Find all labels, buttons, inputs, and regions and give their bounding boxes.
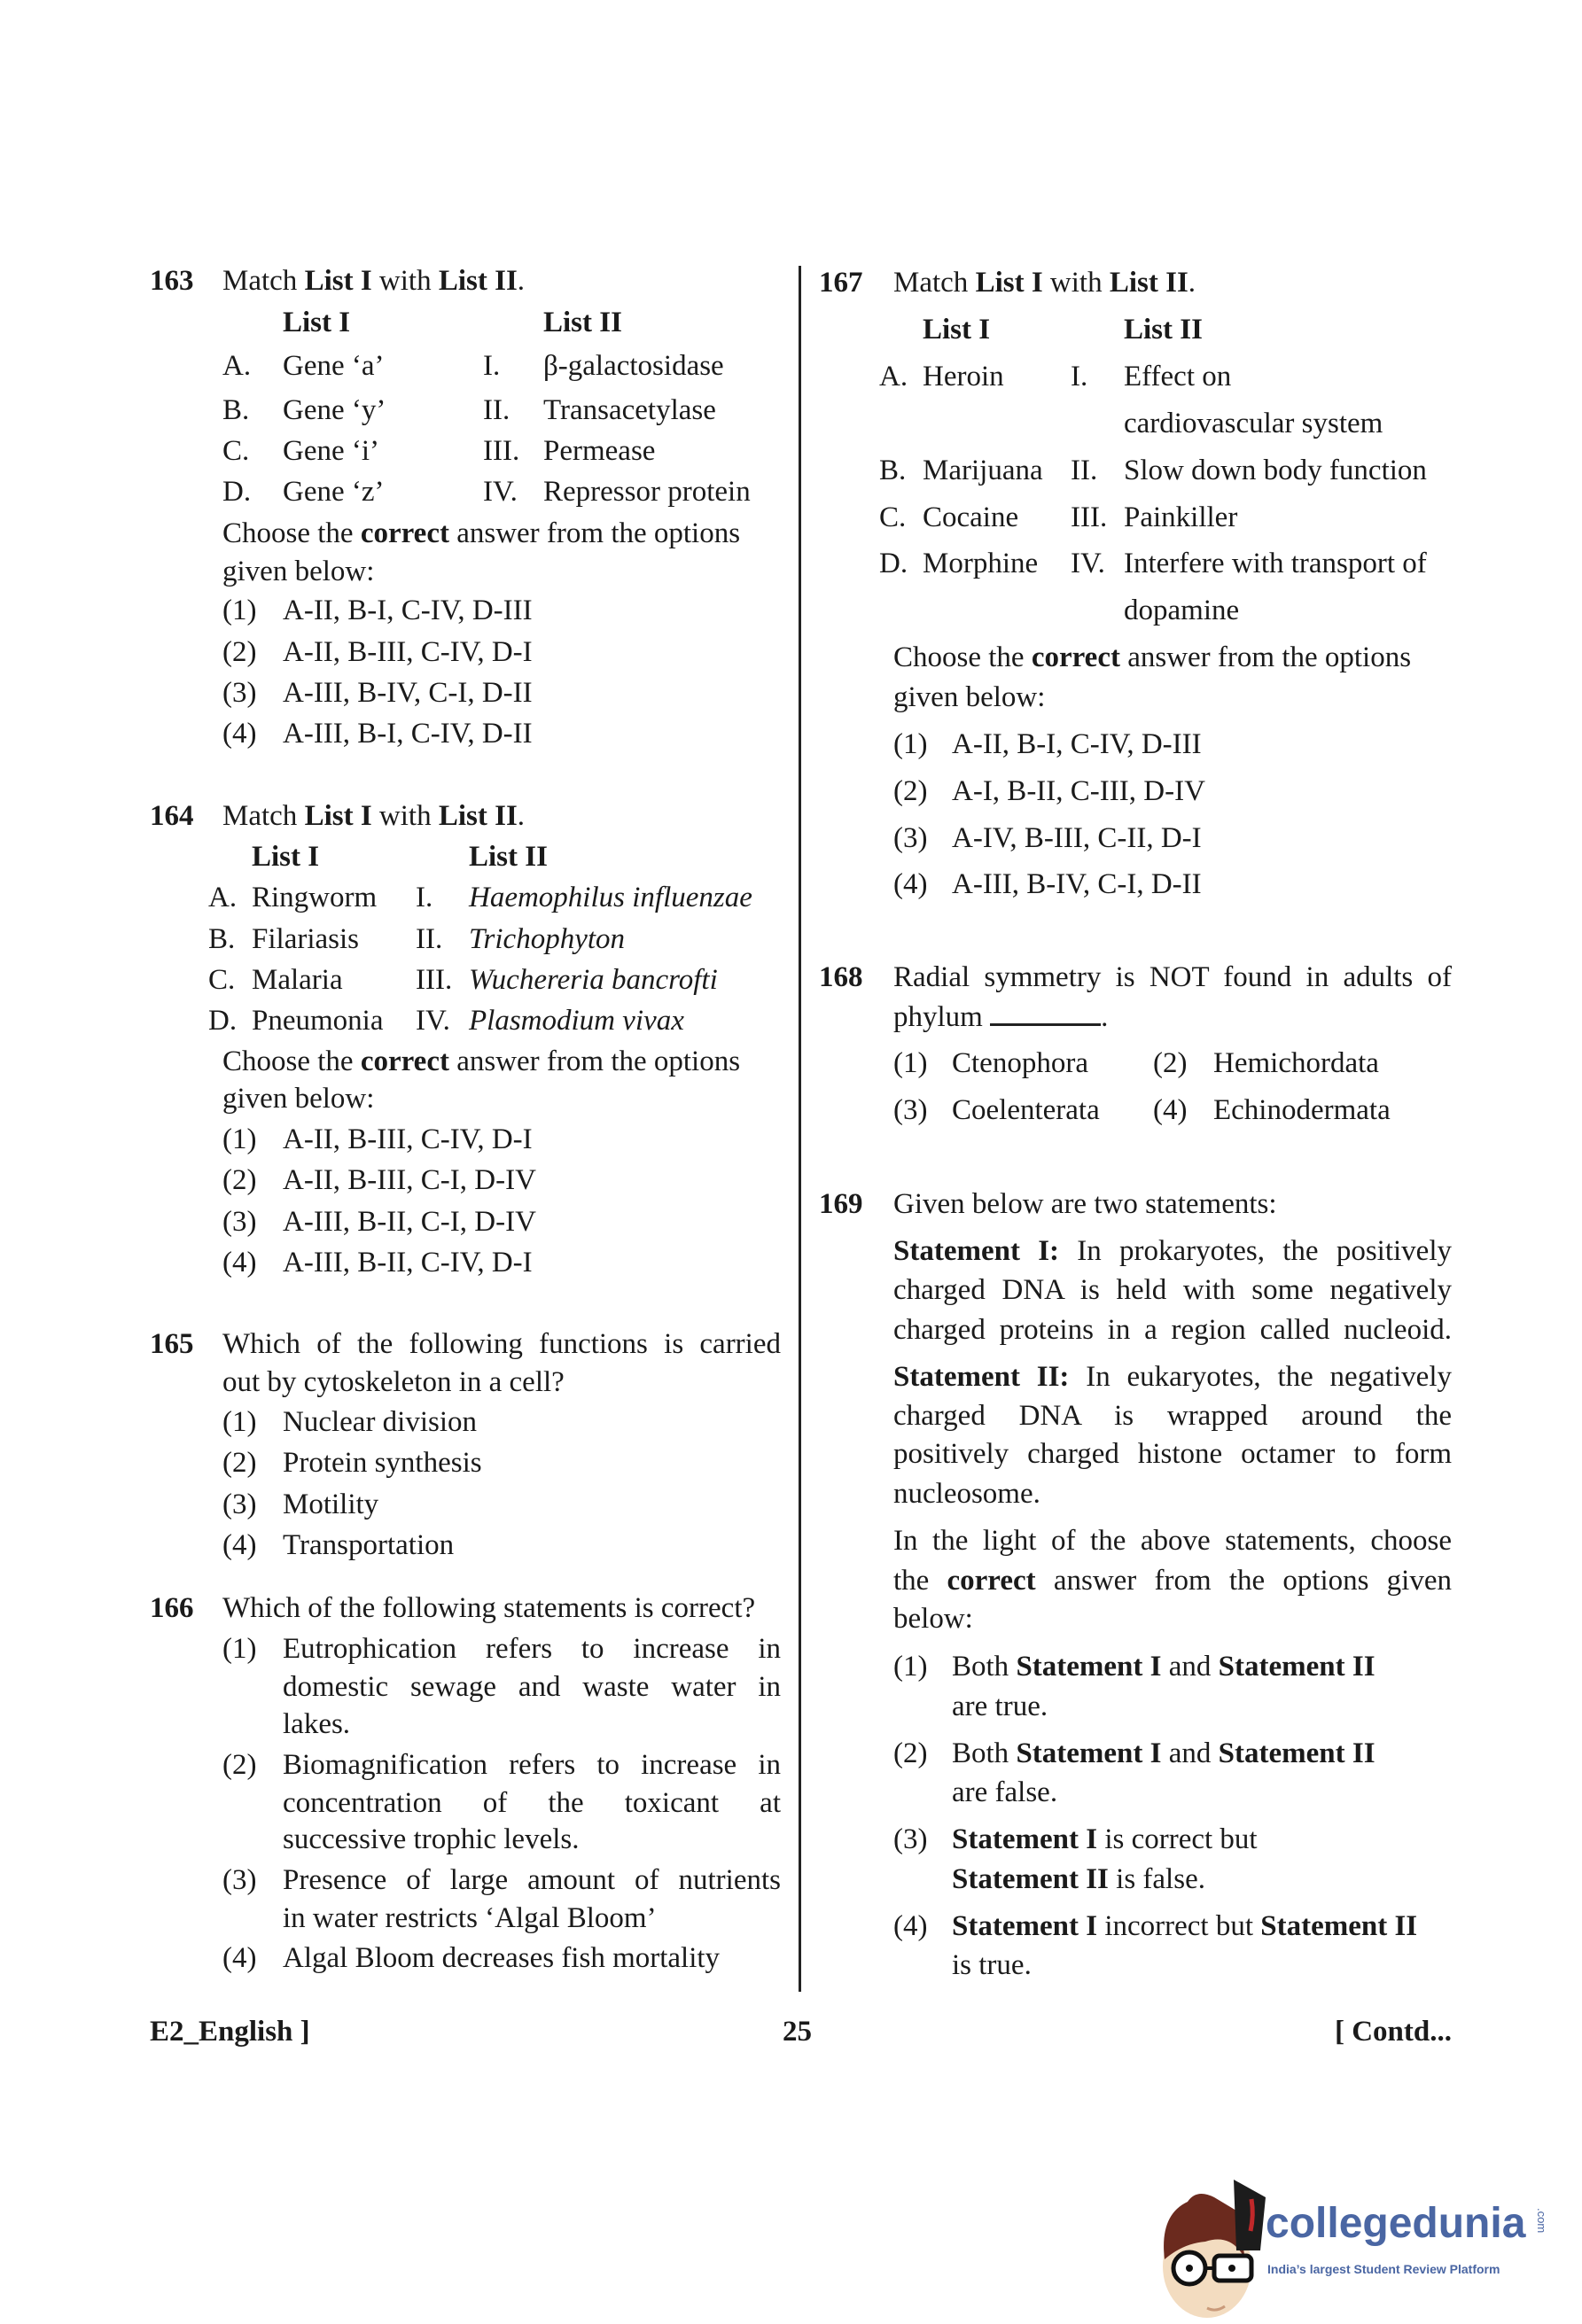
text: with [371, 265, 439, 297]
option-text[interactable]: are false. [952, 1776, 1058, 1808]
option-number: (4) [1153, 1094, 1188, 1126]
row-item: Malaria [252, 964, 343, 996]
statement-2-cont: nucleosome. [893, 1478, 1040, 1510]
row-item: Cocaine [923, 501, 1019, 533]
option-text[interactable]: Ctenophora [952, 1047, 1088, 1079]
option-number: (3) [222, 677, 257, 709]
option-text[interactable]: A-II, B-III, C-I, D-IV [283, 1164, 536, 1196]
question-number: 169 [819, 1188, 863, 1220]
row-item: Heroin [923, 361, 1004, 393]
text: List I [975, 267, 1043, 299]
question-number: 167 [819, 267, 863, 299]
option-text[interactable]: successive trophic levels. [283, 1823, 580, 1855]
text: answer from the options [1119, 641, 1412, 673]
text: correct [1031, 641, 1120, 673]
row-item: Marijuana [923, 455, 1043, 486]
text: correct [947, 1565, 1036, 1597]
text: List II [438, 800, 518, 832]
instruction-cont: given below: [222, 1083, 375, 1115]
option-text[interactable]: A-IV, B-III, C-II, D-I [952, 822, 1202, 854]
text: answer from the options given [1035, 1565, 1452, 1597]
text: Statement I [952, 1823, 1098, 1855]
row-key: D. [879, 548, 908, 579]
option-text[interactable]: Algal Bloom decreases fish mortality [283, 1942, 721, 1974]
question-number: 163 [150, 265, 194, 297]
list-1-header: List I [923, 314, 991, 346]
option-text[interactable]: lakes. [283, 1708, 351, 1740]
option-text[interactable]: Transportation [283, 1529, 455, 1561]
option-number: (1) [893, 1651, 928, 1683]
text: and [1161, 1651, 1219, 1683]
question-title [222, 263, 525, 299]
option-text[interactable] [952, 1862, 1205, 1897]
question-title [893, 265, 1196, 300]
row-item: Gene ‘i’ [283, 435, 380, 467]
option-text[interactable] [952, 1908, 1417, 1944]
option-number: (2) [222, 1749, 257, 1781]
row-match: Effect on [1124, 361, 1232, 393]
option-text[interactable]: Echinodermata [1213, 1094, 1391, 1126]
text: with [1042, 267, 1110, 299]
question-text: Radial symmetry is NOT found in adults of [893, 961, 1452, 993]
text: phylum [893, 1001, 983, 1033]
statement-2-cont: positively charged histone octamer to form [893, 1438, 1452, 1470]
option-number: (4) [222, 1247, 257, 1279]
logo-tagline: India’s largest Student Review Platform [1267, 2262, 1500, 2276]
row-match: Repressor protein [543, 476, 751, 508]
row-roman: III. [416, 964, 453, 996]
row-match: Permease [543, 435, 656, 467]
row-roman: I. [416, 882, 433, 913]
option-text[interactable]: A-II, B-III, C-IV, D-I [283, 1123, 533, 1155]
option-text[interactable]: Biomagnification refers to increase in [283, 1749, 781, 1781]
option-text[interactable] [952, 1649, 1375, 1684]
text: Statement II [1218, 1737, 1375, 1769]
text: Both [952, 1651, 1017, 1683]
text: Choose the [893, 641, 1032, 673]
option-text[interactable]: A-III, B-II, C-I, D-IV [283, 1206, 536, 1238]
text: correct [360, 1045, 449, 1077]
question-number: 166 [150, 1592, 194, 1624]
mascot-icon [1152, 2162, 1267, 2321]
question-text: phylum . [893, 999, 1108, 1035]
text: Statement II [1218, 1651, 1375, 1683]
option-text[interactable]: domestic sewage and waste water in [283, 1671, 781, 1703]
statement-1-cont: charged proteins in a region called nucleoid. [893, 1314, 1452, 1346]
row-key: B. [222, 394, 250, 426]
row-item: Morphine [923, 548, 1039, 579]
row-key: C. [208, 964, 236, 996]
option-number: (2) [222, 1164, 257, 1196]
option-text[interactable]: Motility [283, 1488, 379, 1520]
question-text: Which of the following functions is carried [222, 1328, 781, 1360]
row-key: A. [208, 882, 238, 913]
option-number: (4) [893, 868, 928, 900]
option-text[interactable]: concentration of the toxicant at [283, 1787, 781, 1819]
text: Match [222, 265, 305, 297]
row-match: Painkiller [1124, 501, 1238, 533]
text: the [893, 1565, 947, 1597]
text: Choose the [222, 517, 361, 549]
option-text[interactable]: A-II, B-I, C-IV, D-III [283, 595, 533, 626]
option-number: (4) [222, 718, 257, 750]
row-roman: I. [1071, 361, 1088, 393]
row-roman: IV. [416, 1005, 450, 1037]
text: answer from the options [448, 1045, 741, 1077]
option-text[interactable]: A-III, B-I, C-IV, D-II [283, 718, 533, 750]
row-match-cont: dopamine [1124, 595, 1240, 626]
question-text: out by cytoskeleton in a cell? [222, 1366, 565, 1398]
row-item: Gene ‘y’ [283, 394, 386, 426]
row-match: Wuchereria bancrofti [469, 964, 718, 996]
statement-1 [893, 1233, 1452, 1269]
row-item: Gene ‘z’ [283, 476, 385, 508]
row-key: C. [879, 501, 907, 533]
row-roman: II. [1071, 455, 1098, 486]
option-number: (3) [222, 1206, 257, 1238]
row-match: Slow down body function [1124, 455, 1427, 486]
instruction [222, 516, 740, 551]
row-key: A. [879, 361, 908, 393]
text: Statement II [952, 1863, 1109, 1895]
option-number: (4) [222, 1942, 257, 1974]
instruction [222, 1044, 740, 1079]
collegedunia-logo [1152, 2162, 1578, 2321]
row-roman: III. [1071, 501, 1108, 533]
row-roman: II. [416, 923, 443, 955]
question-number: 168 [819, 961, 863, 993]
row-key: A. [222, 350, 252, 382]
instruction: In the light of the above statements, choose [893, 1525, 1452, 1557]
text: . [517, 800, 526, 832]
option-text[interactable]: is true. [952, 1949, 1032, 1981]
row-key: D. [222, 476, 252, 508]
statement-2-cont: charged DNA is wrapped around the [893, 1400, 1452, 1432]
footer-paper-code: E2_English ] [150, 2016, 310, 2048]
row-match: Haemophilus influenzae [469, 882, 752, 913]
text: List I [304, 800, 372, 832]
text: In prokaryotes, the positively [1059, 1235, 1452, 1267]
option-number: (2) [1153, 1047, 1188, 1079]
option-text[interactable]: Nuclear division [283, 1406, 478, 1438]
instruction [893, 640, 1411, 675]
text: correct [360, 517, 449, 549]
option-text[interactable]: Eutrophication refers to increase in [283, 1633, 781, 1665]
question-text: Which of the following statements is correct? [222, 1592, 756, 1624]
text: Statement I [952, 1910, 1098, 1942]
list-2-header: List II [1124, 314, 1203, 346]
text: is false. [1108, 1863, 1205, 1895]
row-match: Trichophyton [469, 923, 626, 955]
text: incorrect but [1097, 1910, 1261, 1942]
question-number: 164 [150, 800, 194, 832]
footer-contd: [ Contd... [1334, 2016, 1452, 2048]
option-number: (1) [222, 1633, 257, 1665]
option-text[interactable]: in water restricts ‘Algal Bloom’ [283, 1902, 657, 1934]
question-number: 165 [150, 1328, 194, 1360]
instruction: below: [893, 1603, 973, 1635]
logo-wordmark: collegedunia [1266, 2200, 1526, 2247]
text: Both [952, 1737, 1017, 1769]
row-roman: I. [483, 350, 501, 382]
answer-blank [990, 999, 1101, 1026]
statement-1-cont: charged DNA is held with some negatively [893, 1274, 1452, 1306]
option-number: (1) [222, 595, 257, 626]
row-key: B. [879, 455, 907, 486]
option-number: (1) [222, 1123, 257, 1155]
text: List II [1109, 267, 1188, 299]
row-key: D. [208, 1005, 238, 1037]
logo-suffix: .com [1535, 2208, 1548, 2234]
text: List I [304, 265, 372, 297]
option-number: (1) [222, 1406, 257, 1438]
question-title [222, 798, 525, 834]
option-text[interactable]: A-I, B-II, C-III, D-IV [952, 775, 1205, 807]
row-match: β-galactosidase [543, 350, 724, 382]
text: answer from the options [448, 517, 741, 549]
option-text[interactable]: A-III, B-II, C-IV, D-I [283, 1247, 533, 1279]
statement-2 [893, 1359, 1452, 1395]
instruction-cont: given below: [893, 681, 1046, 713]
row-roman: IV. [1071, 548, 1105, 579]
question-text: Given below are two statements: [893, 1188, 1277, 1220]
option-number: (4) [893, 1910, 928, 1942]
row-match: Plasmodium vivax [469, 1005, 684, 1037]
text: . [517, 265, 526, 297]
option-text[interactable] [952, 1822, 1258, 1857]
option-text[interactable]: A-III, B-IV, C-I, D-II [952, 868, 1202, 900]
row-roman: II. [483, 394, 510, 426]
option-number: (3) [893, 822, 928, 854]
text: List II [438, 265, 518, 297]
list-2-header: List II [469, 841, 548, 873]
row-item: Gene ‘a’ [283, 350, 385, 382]
list-1-header: List I [283, 307, 351, 338]
text: Match [893, 267, 976, 299]
row-item: Filariasis [252, 923, 359, 955]
text: is correct but [1097, 1823, 1258, 1855]
text: . [1188, 267, 1196, 299]
list-1-header: List I [252, 841, 320, 873]
statement-label: Statement I: [893, 1235, 1060, 1267]
option-text[interactable]: Protein synthesis [283, 1447, 482, 1479]
text: Statement II [1260, 1910, 1418, 1942]
option-text[interactable] [952, 1736, 1375, 1771]
column-divider [799, 266, 801, 1992]
text: and [1161, 1737, 1219, 1769]
text: with [371, 800, 439, 832]
option-text[interactable]: are true. [952, 1691, 1048, 1722]
row-match-cont: cardiovascular system [1124, 408, 1383, 439]
page-number: 25 [783, 2016, 812, 2048]
option-number: (3) [222, 1488, 257, 1520]
option-number: (2) [893, 775, 928, 807]
option-text[interactable]: A-III, B-IV, C-I, D-II [283, 677, 533, 709]
text: Match [222, 800, 305, 832]
option-text[interactable]: Hemichordata [1213, 1047, 1379, 1079]
option-number: (1) [893, 728, 928, 760]
instruction-cont: given below: [222, 556, 375, 587]
option-number: (3) [893, 1823, 928, 1855]
text: In eukaryotes, the negatively [1069, 1361, 1452, 1393]
row-match: Interfere with transport of [1124, 548, 1427, 579]
text: Statement I [1016, 1651, 1162, 1683]
option-text[interactable]: A-II, B-III, C-IV, D-I [283, 636, 533, 668]
row-roman: IV. [483, 476, 518, 508]
row-match: Transacetylase [543, 394, 716, 426]
text: Choose the [222, 1045, 361, 1077]
option-text[interactable]: Presence of large amount of nutrients [283, 1864, 781, 1896]
row-roman: III. [483, 435, 520, 467]
option-number: (1) [893, 1047, 928, 1079]
option-number: (2) [893, 1737, 928, 1769]
option-number: (2) [222, 636, 257, 668]
option-number: (3) [893, 1094, 928, 1126]
option-text[interactable]: A-II, B-I, C-IV, D-III [952, 728, 1202, 760]
list-2-header: List II [543, 307, 622, 338]
option-number: (2) [222, 1447, 257, 1479]
row-item: Ringworm [252, 882, 378, 913]
row-item: Pneumonia [252, 1005, 384, 1037]
row-key: B. [208, 923, 236, 955]
option-number: (3) [222, 1864, 257, 1896]
instruction [893, 1563, 1452, 1598]
option-number: (4) [222, 1529, 257, 1561]
option-text[interactable]: Coelenterata [952, 1094, 1100, 1126]
row-key: C. [222, 435, 250, 467]
statement-label: Statement II: [893, 1361, 1070, 1393]
text: Statement I [1016, 1737, 1162, 1769]
